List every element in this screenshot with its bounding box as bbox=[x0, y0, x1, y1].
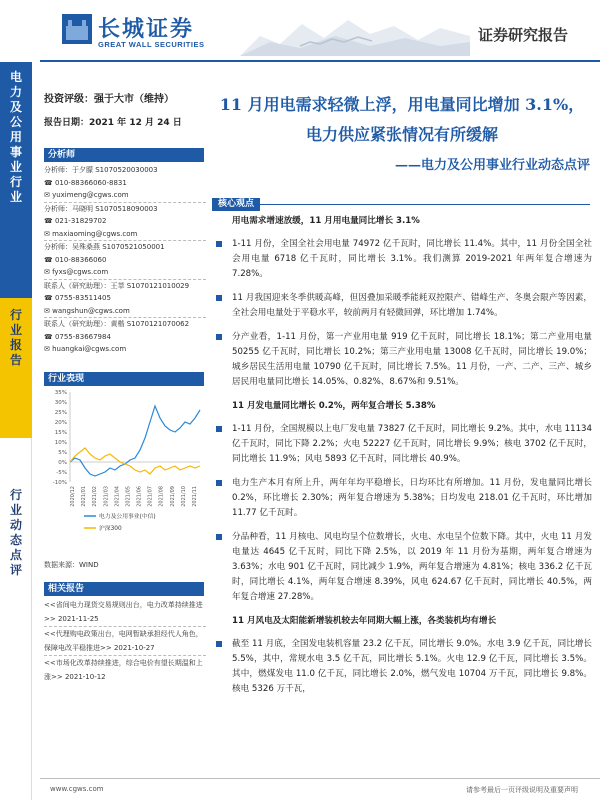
y-tick-label: -10% bbox=[52, 480, 67, 486]
y-tick-label: 30% bbox=[54, 400, 67, 406]
analyst-line2: ☎ 0755-83511405 bbox=[44, 294, 111, 302]
related-reports-header: 相关报告 bbox=[44, 582, 204, 596]
legend-label: 沪深300 bbox=[99, 526, 122, 532]
section-title: 11 月风电及太阳能新增装机较去年同期大幅上涨，各类装机均有增长 bbox=[232, 616, 497, 626]
great-wall-banner-icon bbox=[240, 6, 470, 56]
analyst-line1: 分析师：于夕朦 S1070520030003 bbox=[44, 166, 158, 174]
x-tick-label: 2021/11 bbox=[192, 486, 198, 507]
report-type-label: 证券研究报告 bbox=[478, 26, 569, 44]
series-line bbox=[70, 448, 200, 474]
analyst-line3[interactable]: ✉ fyxs@cgws.com bbox=[44, 268, 109, 276]
analyst-line3[interactable]: ✉ huangkai@cgws.com bbox=[44, 345, 127, 353]
x-tick-label: 2021/06 bbox=[136, 486, 143, 507]
series-line bbox=[70, 406, 200, 476]
sidebar-report-label: 行 业 报 告 bbox=[9, 308, 22, 367]
analyst-line1: 分析师：吴殊桑燕 S1070521050001 bbox=[44, 243, 165, 251]
bullet-paragraph: 11 月我国迎来冬季供暖高峰，但因叠加采暖季能耗双控限产、错峰生产、冬奥会限产等因素，全社会用电量处于平稳水平，较前两月有轻微回弹，环比增加 1.74%。 bbox=[212, 291, 592, 321]
y-tick-label: 5% bbox=[58, 450, 67, 456]
report-info bbox=[44, 90, 204, 128]
chart-section-header: 行业表现 bbox=[44, 372, 204, 386]
analyst-line3[interactable]: ✉ yuximeng@cgws.com bbox=[44, 191, 129, 199]
y-tick-label: 0% bbox=[58, 460, 67, 466]
analyst-line3[interactable]: ✉ wangshun@cgws.com bbox=[44, 306, 130, 315]
x-tick-label: 2021/04 bbox=[114, 486, 121, 507]
related-report-link[interactable]: <<代理购电政策出台，电网暂缺承担经代人角色，保障电改平稳推进>> 2021-10-27 bbox=[44, 630, 203, 652]
bullet-paragraph: 电力生产本月有所上升，两年年均平稳增长，日均环比有所增加。11 月份，发电量同比增长 0.2%，环比增长 2.30%；两年复合增速为 5.38%；日均发电 218.01 亿千瓦时，环比增加 11.77 亿千瓦时。 bbox=[212, 476, 592, 521]
core-views-header bbox=[212, 191, 590, 209]
y-tick-label: 15% bbox=[54, 430, 67, 436]
footer-url[interactable]: www.cgws.com bbox=[50, 785, 104, 793]
bullet-paragraph: 分产业看，1-11 月份，第一产业用电量 919 亿千瓦时，同比增长 18.1%；第二产业用电量 50255 亿千瓦时，同比增长 10.2%；第三产业用电量 13008 亿千瓦时，同比增长 19.0%；城乡居民生活用电量 10790 亿千瓦时，同比增长 7.5%。11 月份，一产、二产、三产、城乡居民用电量同比增长 14.05%、0.82%、8.67%和 9.51%。 bbox=[212, 330, 592, 390]
y-tick-label: 35% bbox=[54, 390, 67, 396]
bullet-paragraph: 1-11 月份，全国规模以上电厂发电量 73827 亿千瓦时，同比增长 9.2%。其中，水电 11134 亿千瓦时，同比下降 2.2%；火电 52227 亿千瓦时，同比增长 9.9%；核电 3702 亿千瓦时，同比增长 11.9%；风电 5893 亿千瓦时，同比增长 40.9%。 bbox=[212, 422, 592, 467]
logo-text: 长城证券 bbox=[98, 16, 195, 42]
sidebar-type-label: 行 业 动 态 点 评 bbox=[9, 488, 22, 577]
logo-english-text: GREAT WALL SECURITIES bbox=[98, 40, 205, 49]
header-divider bbox=[40, 60, 600, 62]
y-tick-label: 10% bbox=[54, 440, 67, 446]
x-tick-label: 2021/09 bbox=[169, 486, 176, 507]
great-wall-logo-icon bbox=[62, 14, 92, 44]
sidebar-type-band bbox=[0, 438, 32, 800]
analyst-line2: ☎ 0755-83667984 bbox=[44, 332, 111, 341]
report-body bbox=[212, 212, 592, 706]
analyst-line2: ☎ 010-88366060 bbox=[44, 255, 107, 264]
x-tick-label: 2021/07 bbox=[147, 486, 154, 507]
chart-source: 数据来源：WIND bbox=[44, 561, 99, 569]
report-title-line2: 电力供应紧张情况有所缓解 bbox=[305, 125, 498, 144]
page-header bbox=[0, 0, 600, 62]
x-tick-label: 2021/10 bbox=[180, 486, 187, 507]
analyst-line2: ☎ 021-31829702 bbox=[44, 217, 107, 225]
report-subtitle: ——电力及公用事业行业动态点评 bbox=[394, 158, 590, 173]
section-title: 用电需求增速放缓，11 月用电量同比增长 3.1% bbox=[232, 216, 420, 226]
legend-label: 电力及公用事业(中信) bbox=[99, 514, 156, 520]
page-footer bbox=[40, 778, 600, 794]
core-views-label: 核心观点 bbox=[212, 198, 260, 211]
x-tick-label: 2020/12 bbox=[70, 486, 76, 507]
related-report-link[interactable]: <<省间电力现货交易规则出台，电力改革持续推进>> 2021-11-25 bbox=[44, 601, 203, 623]
footer-disclaimer: 请参考最后一页评级说明及重要声明 bbox=[466, 786, 578, 794]
analyst-line1: 联系人（研究助理）：王莘 S1070121010029 bbox=[44, 281, 190, 290]
x-tick-label: 2021/08 bbox=[158, 486, 165, 507]
related-report-link[interactable]: <<市场化改革持续推进，综合电价有望长期温和上涨>> 2021-10-12 bbox=[44, 659, 203, 681]
analyst-line1: 分析师：马晓明 S1070518090003 bbox=[44, 204, 158, 213]
x-tick-label: 2021/01 bbox=[81, 486, 88, 507]
industry-performance-chart bbox=[44, 386, 206, 552]
y-tick-label: -5% bbox=[56, 470, 67, 476]
bullet-paragraph: 截至 11 月底，全国发电装机容量 23.2 亿千瓦，同比增长 9.0%。水电 3.9 亿千瓦，同比增长 5.5%，其中，常规水电 3.5 亿千瓦，同比增长 5.1%。火电 12.9 亿千瓦，同比增长 3.5%。其中，燃煤发电 11.0 亿千瓦，同比增长 2.0%，燃气发电 10704 万千瓦，同比增长 9.8%。核电 5326 万千瓦， bbox=[212, 637, 592, 697]
bullet-paragraph: 1-11 月份，全国全社会用电量 74972 亿千瓦时，同比增长 11.4%。其中，11 月份全国全社会用电量 6718 亿千瓦时，同比增长 3.1%。我们测算 2019-2021 年两年复合增速为 7.28%。 bbox=[212, 237, 592, 282]
analyst-line3[interactable]: ✉ maxiaoming@cgws.com bbox=[44, 229, 138, 238]
x-tick-label: 2021/02 bbox=[92, 486, 99, 507]
x-tick-label: 2021/05 bbox=[125, 486, 132, 507]
y-tick-label: 25% bbox=[54, 410, 67, 416]
sidebar-report-band bbox=[0, 298, 32, 438]
analysts-list bbox=[44, 164, 206, 356]
x-tick-label: 2021/03 bbox=[103, 486, 110, 507]
bullet-paragraph: 分品种看，11 月核电、风电均呈个位数增长，火电、水电呈个位数下降。其中，火电 11 月发电量达 4645 亿千瓦时，同比下降 2.5%，以 2019 年 11 月份为基期，两年复合增速为 3.63%；水电 901 亿千瓦时，同比减少 1.9%，两年复合增速为 4.81%；核电 336.2 亿千瓦时，同比增长 4.1%，两年复合增速 8.39%，风电 624.67 亿千瓦时，同比增长 40.5%，两年复合增速 27.28%。 bbox=[212, 530, 592, 605]
analysts-section-header: 分析师 bbox=[44, 148, 204, 162]
y-tick-label: 20% bbox=[54, 420, 67, 426]
section-title: 11 月发电量同比增长 0.2%，两年复合增长 5.38% bbox=[232, 401, 436, 411]
investment-rating: 投资评级：强于大市（维持） bbox=[44, 94, 174, 105]
report-date: 报告日期：2021 年 12 月 24 日 bbox=[44, 118, 182, 128]
sidebar-industry-label: 电 力 及 公 用 事 业 行 业 bbox=[9, 70, 22, 204]
analyst-line2: ☎ 010-88366060-8831 bbox=[44, 178, 127, 187]
analyst-line1: 联系人（研究助理）：黄楷 S1070121070062 bbox=[44, 320, 190, 328]
report-title-line1: 11 月用电需求轻微上浮，用电量同比增加 3.1%， bbox=[219, 95, 585, 114]
related-reports-list bbox=[44, 598, 206, 684]
